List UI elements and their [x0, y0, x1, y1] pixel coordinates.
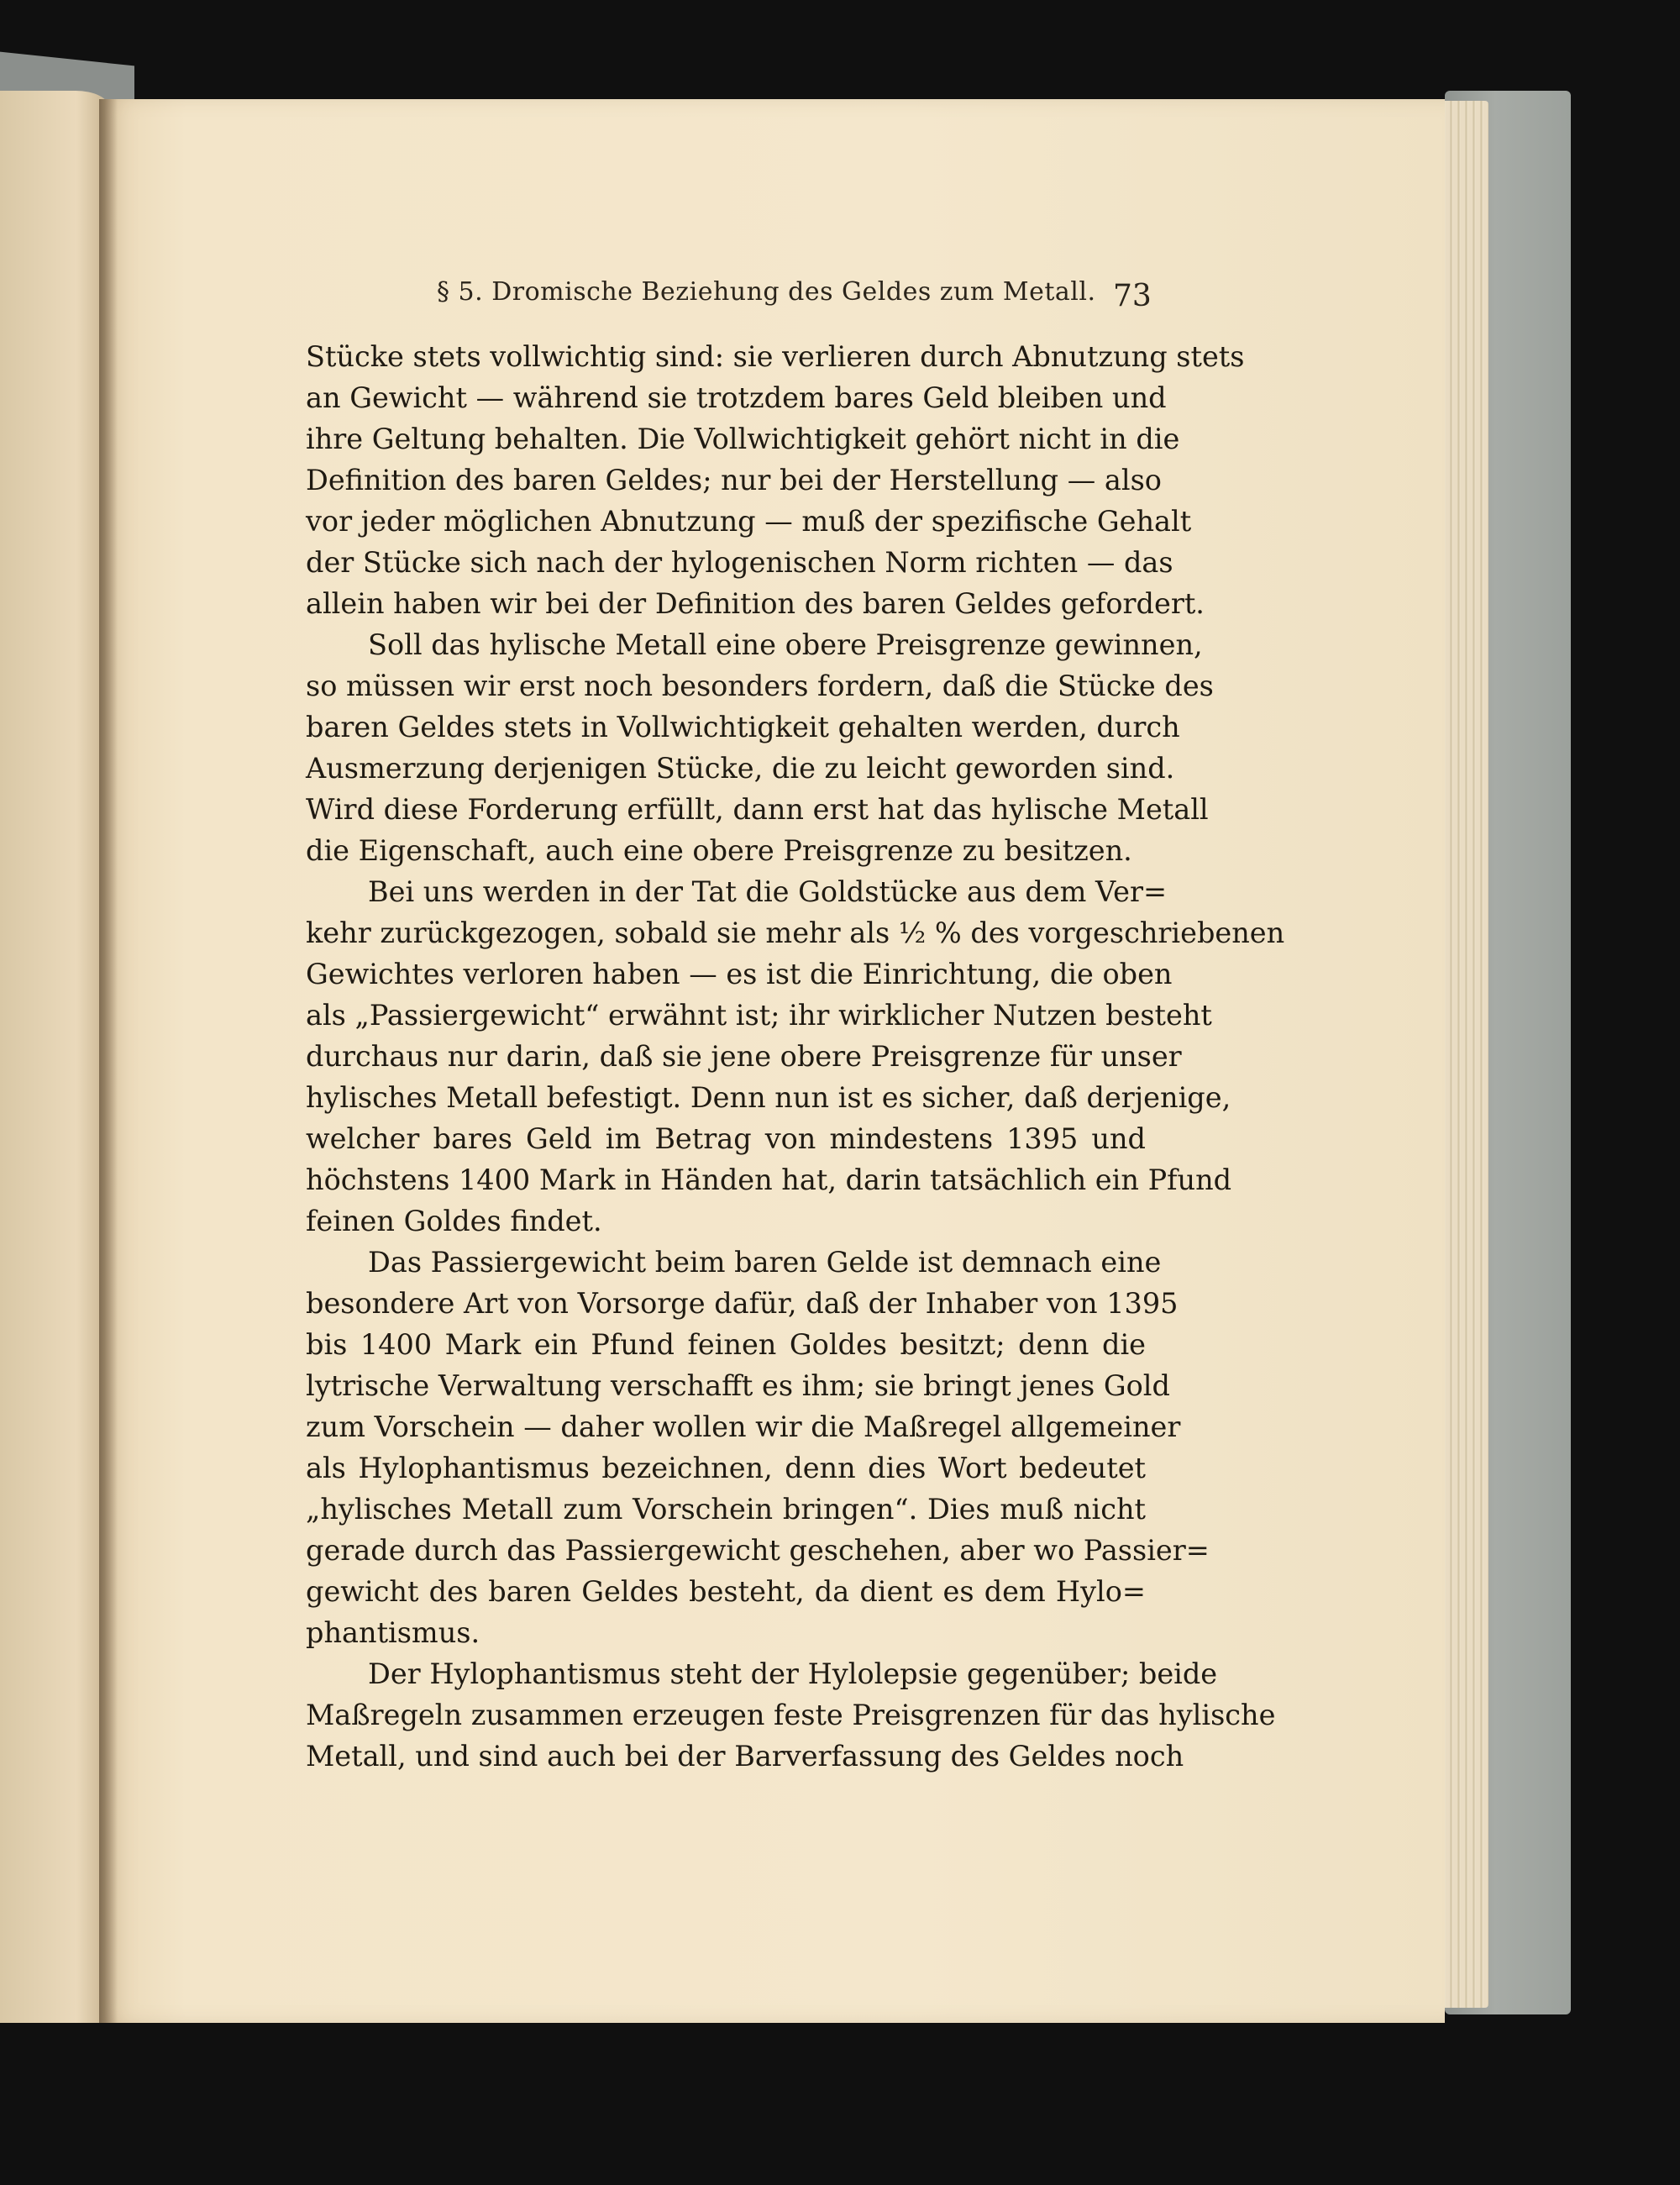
text-line: Definition des baren Geldes; nur bei der Herstellung — also	[306, 464, 1162, 496]
previous-page-edge	[0, 91, 109, 2023]
text-line: durchaus nur darin, daß sie jene obere Preisgrenze für unser	[306, 1040, 1182, 1073]
text-line: Soll das hylische Metall eine obere Preisgrenze gewinnen,	[368, 628, 1203, 661]
text-line: Metall, und sind auch bei der Barverfassung des Geldes noch	[306, 1740, 1184, 1773]
body-text	[306, 336, 1285, 1777]
text-line: Maßregeln zusammen erzeugen feste Preisgrenzen für das hylische	[306, 1699, 1276, 1731]
text-line: ihre Geltung behalten. Die Vollwichtigkeit gehört nicht in die	[306, 423, 1180, 455]
text-line: Bei uns werden in der Tat die Goldstücke aus dem Ver=	[368, 875, 1168, 908]
text-line: „hylisches Metall zum Vorschein bringen“. Dies muß nicht	[306, 1493, 1146, 1526]
text-line: phantismus.	[306, 1616, 480, 1649]
text-line: baren Geldes stets in Vollwichtigkeit gehalten werden, durch	[306, 711, 1180, 743]
text-line: vor jeder möglichen Abnutzung — muß der spezifische Gehalt	[306, 505, 1192, 538]
text-line: der Stücke sich nach der hylogenischen Norm richten — das	[306, 546, 1173, 579]
text-line: zum Vorschein — daher wollen wir die Maßregel allgemeiner	[306, 1410, 1181, 1443]
text-line: Wird diese Forderung erfüllt, dann erst hat das hylische Metall	[306, 793, 1209, 826]
text-line: gewicht des baren Geldes besteht, da dient es dem Hylo=	[306, 1575, 1146, 1608]
text-line: die Eigenschaft, auch eine obere Preisgrenze zu besitzen.	[306, 834, 1132, 867]
running-head	[437, 277, 1151, 307]
text-line: Das Passiergewicht beim baren Gelde ist demnach eine	[368, 1246, 1162, 1279]
text-line: als Hylophantismus bezeichnen, denn dies Wort bedeutet	[306, 1452, 1146, 1484]
page-edges	[1438, 101, 1488, 2008]
text-line: allein haben wir bei der Definition des baren Geldes gefordert.	[306, 587, 1205, 620]
text-line: lytrische Verwaltung verschafft es ihm; sie bringt jenes Gold	[306, 1369, 1170, 1402]
text-line: hylisches Metall befestigt. Denn nun ist es sicher, daß derjenige,	[306, 1081, 1231, 1114]
text-line: an Gewicht — während sie trotzdem bares Geld bleiben und	[306, 381, 1167, 414]
text-line: Stücke stets vollwichtig sind: sie verlieren durch Abnutzung stets	[306, 340, 1245, 373]
gutter-shadow	[99, 99, 118, 2023]
text-line: höchstens 1400 Mark in Händen hat, darin tatsächlich ein Pfund	[306, 1163, 1232, 1196]
text-line: besondere Art von Vorsorge dafür, daß der Inhaber von 1395	[306, 1287, 1179, 1320]
page-number: 73	[1113, 279, 1152, 313]
text-line: Der Hylophantismus steht der Hylolepsie gegenüber; beide	[368, 1657, 1218, 1690]
text-line: feinen Goldes findet.	[306, 1205, 602, 1237]
text-line: Ausmerzung derjenigen Stücke, die zu leicht geworden sind.	[306, 752, 1175, 785]
text-line: so müssen wir erst noch besonders fordern, daß die Stücke des	[306, 670, 1214, 702]
text-line: kehr zurückgezogen, sobald sie mehr als ½ % des vorgeschriebenen	[306, 917, 1285, 949]
running-head-title: § 5. Dromische Beziehung des Geldes zum Metall.	[437, 277, 1096, 307]
text-line: gerade durch das Passiergewicht geschehen, aber wo Passier=	[306, 1534, 1210, 1567]
text-line: Gewichtes verloren haben — es ist die Einrichtung, die oben	[306, 958, 1173, 990]
text-line: welcher bares Geld im Betrag von mindestens 1395 und	[306, 1122, 1146, 1155]
text-line: bis 1400 Mark ein Pfund feinen Goldes besitzt; denn die	[306, 1328, 1146, 1361]
text-line: als „Passiergewicht“ erwähnt ist; ihr wirklicher Nutzen besteht	[306, 999, 1212, 1032]
